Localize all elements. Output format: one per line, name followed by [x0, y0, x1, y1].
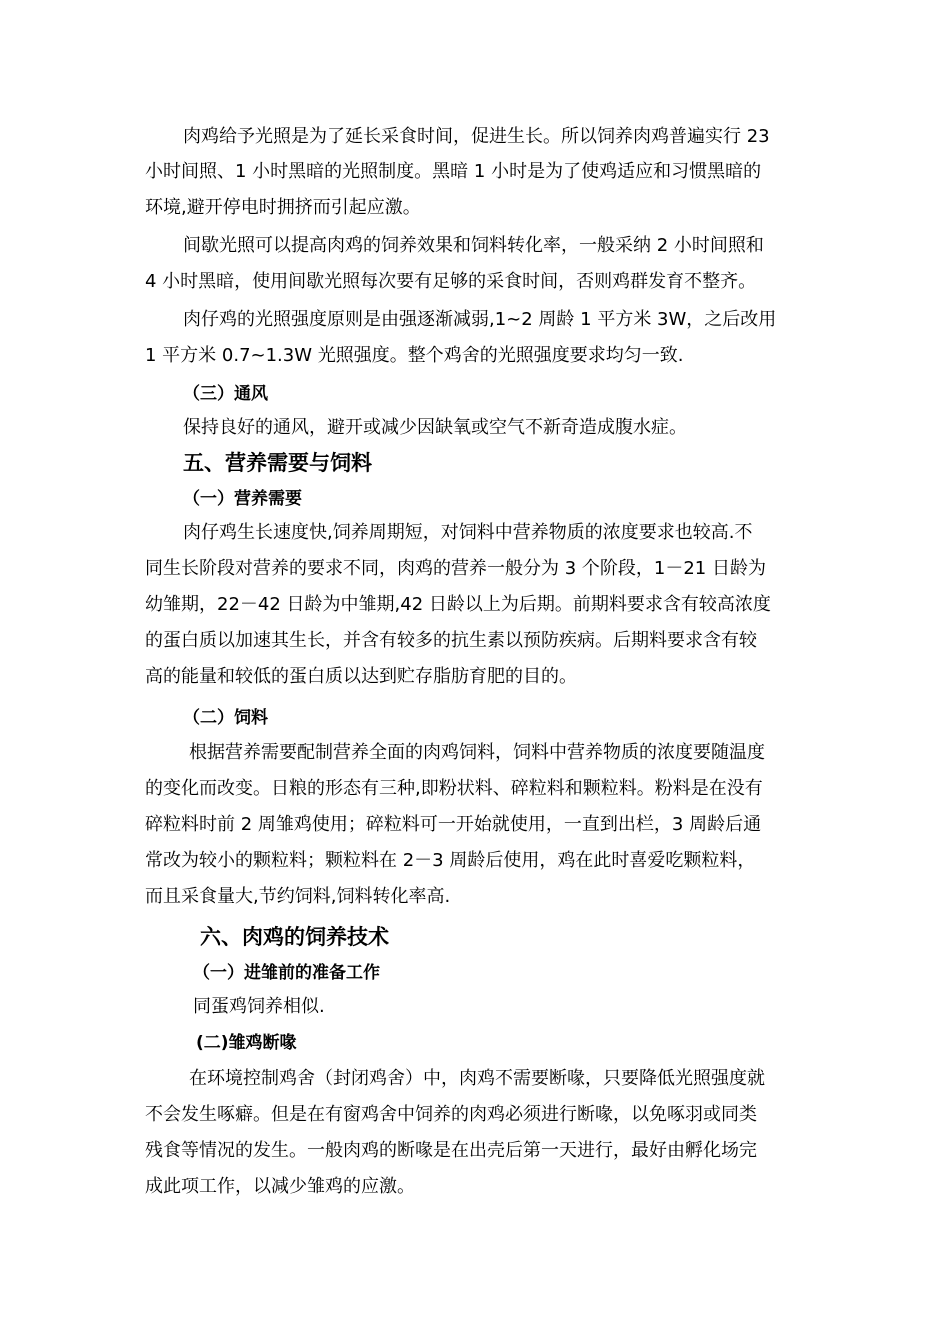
paragraph-line: 4 小时黑暗，使用间歇光照每次要有足够的采食时间，否则鸡群发育不整齐。 — [145, 271, 757, 292]
section-subheading: (二)雏鸡断喙 — [196, 1033, 297, 1053]
paragraph-line: 幼雏期，22－42 日龄为中雏期,42 日龄以上为后期。前期料要求含有较高浓度 — [145, 594, 771, 615]
section-heading: 五、营养需要与饲料 — [183, 451, 372, 475]
section-subheading: （一）营养需要 — [183, 489, 302, 509]
paragraph-line: 的变化而改变。日粮的形态有三种,即粉状料、碎粒料和颗粒料。粉料是在没有 — [145, 778, 763, 799]
paragraph-line: 的蛋白质以加速其生长，并含有较多的抗生素以预防疾病。后期料要求含有较 — [145, 630, 757, 651]
paragraph-line: 小时间照、1 小时黑暗的光照制度。黑暗 1 小时是为了使鸡适应和习惯黑暗的 — [145, 161, 762, 182]
paragraph-line: 成此项工作，以减少雏鸡的应激。 — [145, 1176, 415, 1197]
section-subheading: （三）通风 — [183, 384, 268, 404]
paragraph-line: 同蛋鸡饲养相似. — [193, 996, 325, 1017]
paragraph-line: 而且采食量大,节约饲料,饲料转化率高. — [145, 886, 451, 907]
paragraph-line: 1 平方米 0.7~1.3W 光照强度。整个鸡舍的光照强度要求均匀一致. — [145, 345, 684, 366]
paragraph-line: 碎粒料时前 2 周雏鸡使用；碎粒料可一开始就使用，一直到出栏，3 周龄后通 — [145, 814, 762, 835]
paragraph-line: 在环境控制鸡舍（封闭鸡舍）中，肉鸡不需要断喙，只要降低光照强度就 — [189, 1068, 765, 1089]
paragraph-line: 肉仔鸡生长速度快,饲养周期短，对饲料中营养物质的浓度要求也较高.不 — [183, 522, 753, 543]
paragraph-line: 同生长阶段对营养的要求不同，肉鸡的营养一般分为 3 个阶段，1－21 日龄为 — [145, 558, 766, 579]
paragraph-line: 不会发生啄癖。但是在有窗鸡舍中饲养的肉鸡必须进行断喙，以免啄羽或同类 — [145, 1104, 757, 1125]
paragraph-line: 间歇光照可以提高肉鸡的饲养效果和饲料转化率，一般采纳 2 小时间照和 — [183, 235, 764, 256]
paragraph-line: 高的能量和较低的蛋白质以达到贮存脂肪育肥的目的。 — [145, 666, 577, 687]
section-heading: 六、肉鸡的饲养技术 — [200, 925, 389, 949]
paragraph-line: 肉仔鸡的光照强度原则是由强逐渐减弱,1~2 周龄 1 平方米 3W，之后改用 — [183, 309, 777, 330]
paragraph-line: 环境,避开停电时拥挤而引起应激。 — [145, 197, 421, 218]
paragraph-line: 根据营养需要配制营养全面的肉鸡饲料，饲料中营养物质的浓度要随温度 — [189, 742, 765, 763]
paragraph-line: 肉鸡给予光照是为了延长采食时间，促进生长。所以饲养肉鸡普遍实行 23 — [183, 126, 770, 147]
paragraph-line: 残食等情况的发生。一般肉鸡的断喙是在出壳后第一天进行，最好由孵化场完 — [145, 1140, 757, 1161]
paragraph-line: 常改为较小的颗粒料；颗粒料在 2－3 周龄后使用，鸡在此时喜爱吃颗粒料， — [145, 850, 756, 871]
section-subheading: （二）饲料 — [183, 708, 268, 728]
section-subheading: （一）进雏前的准备工作 — [193, 963, 380, 983]
paragraph-line: 保持良好的通风，避开或减少因缺氧或空气不新奇造成腹水症。 — [183, 417, 687, 438]
